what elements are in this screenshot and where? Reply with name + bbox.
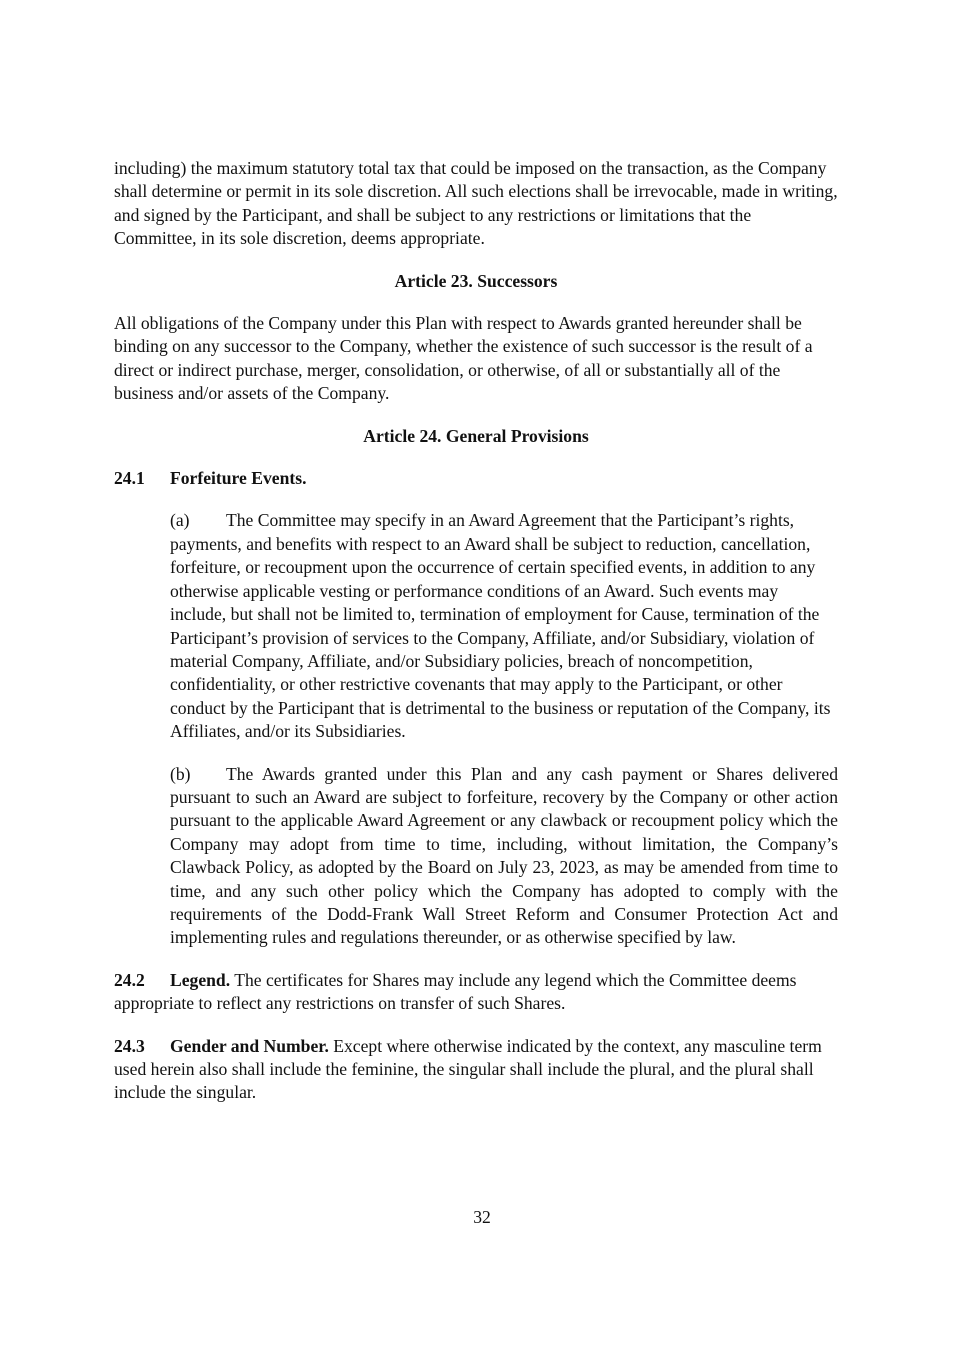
- item-b-text: The Awards granted under this Plan and any cash payment or Shares delivered pursuant to such an Award are subject to forfeiture, recovery by the Company or other action pursuant to the applicable Award Agreement or any clawback or recoupment policy which the Company may adopt from time to time, including, without limitation, the Company’s Clawback Policy, as adopted by the Board on July 23, 2023, as may be amended from time to time, and any such other policy which the Company has adopted to comply with the requirements of the Dodd-Frank Wall Street Reform and Consumer Protection Act and implementing rules and regulations thereunder, or as otherwise specified by law.: [170, 763, 838, 948]
- section-24-1-heading: [114, 467, 838, 490]
- section-24-2-text: The certificates for Shares may include any legend which the Committee deems appropriate to reflect any restrictions on transfer of such Shares.: [114, 969, 797, 1014]
- article-23-heading: Article 23. Successors: [394, 270, 558, 291]
- section-24-3-text: Except where otherwise indicated by the context, any masculine term used herein also shall include the feminine, the singular shall include the plural, and the plural shall include the singular.: [114, 1035, 822, 1103]
- document-page: [114, 157, 838, 1124]
- section-24-2-number: 24.2: [114, 969, 145, 990]
- section-24-3: [114, 1035, 838, 1105]
- section-24-2-title: Legend.: [170, 969, 231, 990]
- page-number: 32: [473, 1207, 491, 1227]
- section-24-1-title: Forfeiture Events.: [170, 468, 307, 489]
- section-24-1-b: [170, 763, 838, 950]
- article-23-body: All obligations of the Company under this Plan with respect to Awards granted hereunder shall be binding on any successor to the Company, whether the existence of such successor is the result of a direct or indirect purchase, merger, consolidation, or otherwise, of all or substantially all of the business and/or assets of the Company.: [114, 313, 813, 404]
- section-24-1-number: 24.1: [114, 468, 145, 489]
- intro-paragraph: including) the maximum statutory total tax that could be imposed on the transaction, as the Company shall determine or permit in its sole discretion. All such elections shall be irrevocable, made in writing, and signed by the Participant, and shall be subject to any restrictions or limitations that the Committee, in its sole discretion, deems appropriate.: [114, 158, 838, 249]
- section-24-3-title: Gender and Number.: [170, 1035, 329, 1056]
- section-24-1-a: [170, 509, 838, 743]
- item-a-label: (a): [170, 510, 190, 531]
- article-24-heading: Article 24. General Provisions: [363, 425, 589, 446]
- section-24-2: [114, 969, 838, 1016]
- item-b-label: (b): [170, 763, 191, 784]
- section-24-3-number: 24.3: [114, 1035, 145, 1056]
- item-a-text: The Committee may specify in an Award Agreement that the Participant’s rights, payments, and benefits with respect to an Award shall be subject to reduction, cancellation, forfeiture, or recoupment upon the occurrence of certain specified events, in addition to any otherwise applicable vesting or performance conditions of an Award. Such events may include, but shall not be limited to, termination of employment for Cause, termination of the Participant’s provision of services to the Company, Affiliate, and/or Subsidiary, violation of material Company, Affiliate, and/or Subsidiary policies, breach of noncompetition, confidentiality, or other restrictive covenants that may apply to the Participant, or other conduct by the Participant that is detrimental to the business or reputation of the Company, its Affiliates, and/or its Subsidiaries.: [170, 510, 831, 742]
